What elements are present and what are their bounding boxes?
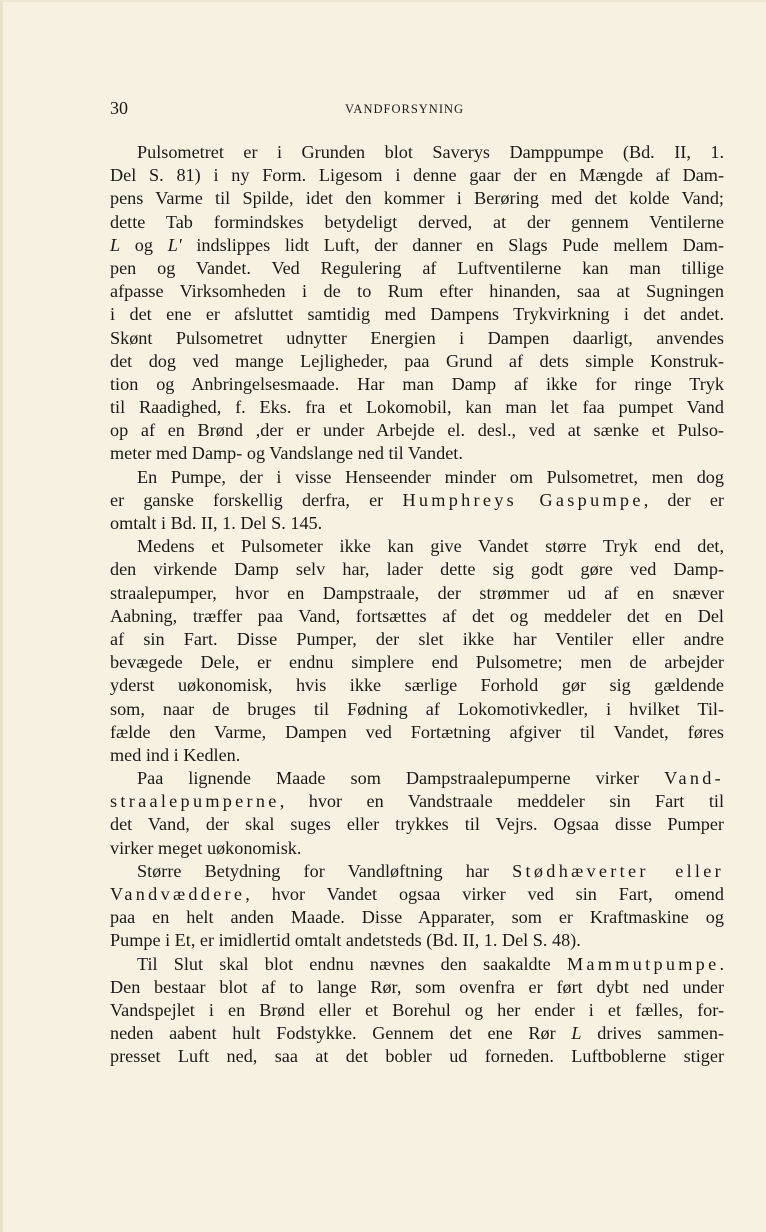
text-line: paa en helt anden Maade. Disse Apparater, som er Kraftmaskine og (110, 907, 724, 928)
text-line: dette Tab formindskes betydeligt derved, at der gennem Ventilerne (110, 211, 724, 232)
text-line: Pumpe i Et, er imidlertid omtalt andetsteds (Bd. II, 1. Del S. 48). (110, 930, 581, 951)
text-line (110, 767, 724, 790)
text-line (110, 1022, 724, 1045)
page-number: 30 (110, 98, 128, 118)
text-line: det Vand, der skal suges eller trykkes til Vejrs. Ogsaa disse Pumper (110, 814, 724, 835)
text-line: afpasse Virksomheden i de to Rum efter hinanden, saa at Sugningen (110, 281, 724, 302)
valve-label: L (110, 234, 121, 255)
text-line: pens Varme til Spilde, idet den kommer i Berøring med det kolde Vand; (110, 188, 724, 209)
text-line: det dog ved mange Lejligheder, paa Grund af dets simple Konstruk- (110, 350, 724, 371)
pipe-label: L (571, 1023, 582, 1044)
text-line: bevægede Dele, er endnu simplere end Pulsometre; men de arbejder (110, 652, 724, 673)
text-line: meter med Damp- og Vandslange ned til Vandet. (110, 443, 463, 464)
emphasized-term: Vandvæddere (110, 884, 246, 904)
text-line (110, 883, 724, 906)
text-line: som, naar de bruges til Fødning af Lokomotivkedler, i hvilket Til- (110, 698, 724, 719)
valve-label: L' (167, 234, 182, 255)
text-fragment: , der er (643, 489, 724, 510)
text-line: den virkende Damp selv har, lader dette sig godt gøre ved Damp- (110, 559, 724, 580)
text-line: Medens et Pulsometer ikke kan give Vandet større Tryk end det, (137, 536, 724, 557)
text-line: pen og Vandet. Ved Regulering af Luftventilerne kan man tillige (110, 257, 724, 278)
text-fragment: Større Betydning for Vandløftning har (137, 860, 513, 881)
text-line: tion og Anbringelsesmaade. Har man Damp af ikke for ringe Tryk (110, 373, 724, 394)
text-line (110, 489, 724, 512)
text-line: omtalt i Bd. II, 1. Del S. 145. (110, 513, 323, 533)
text-line: yderst uøkonomisk, hvis ikke særlige Forhold gør sig gældende (110, 675, 724, 696)
text-line: En Pumpe, der i visse Henseender minder om Pulsometret, men dog (137, 466, 724, 487)
text-line: i det ene er afsluttet samtidig med Dampens Trykvirkning i det andet. (110, 304, 724, 325)
text-line (110, 234, 724, 257)
emphasized-term: straalepumperne (110, 791, 280, 812)
text-line (110, 860, 724, 883)
text-line: presset Luft ned, saa at det bobler ud forneden. Luftboblerne stiger (110, 1046, 724, 1067)
emphasized-term: er eller (628, 860, 725, 881)
text-line: til Raadighed, f. Eks. fra et Lokomobil, kan man let faa pumpet Vand (110, 397, 724, 418)
text-line: med ind i Kedlen. (110, 744, 241, 765)
text-fragment: er ganske forskellig derfra, er (110, 489, 403, 510)
running-head: VANDFORSYNING (345, 102, 465, 116)
text-line: Del S. 81) i ny Form. Ligesom i denne gaar der en Mængde af Dam- (110, 165, 724, 186)
text-fragment: , hvor en Vandstraale meddeler sin Fart til (279, 791, 724, 812)
text-line: af sin Fart. Disse Pumper, der slet ikke har Ventiler eller andre (110, 628, 724, 649)
text-line: Skønt Pulsometret udnytter Energien i Dampen daarligt, anvendes (110, 327, 724, 348)
text-fragment: og (120, 234, 168, 255)
text-fragment: Til Slut skal blot endnu nævnes den saakaldte (137, 953, 567, 974)
body-text (110, 141, 724, 1069)
text-fragment: Paa lignende Maade som Dampstraalepumperne virker (137, 768, 665, 789)
text-fragment: drives sammen- (581, 1023, 724, 1044)
text-fragment: neden aabent hult Fodstykke. Gennem det ene Rør (110, 1023, 572, 1044)
text-line: fælde den Varme, Dampen ved Fortætning afgiver til Vandet, føres (110, 721, 724, 742)
text-fragment: . (719, 953, 724, 974)
text-line: Den bestaar blot af to lange Rør, som ovenfra er ført dybt ned under (110, 976, 724, 997)
text-line: Vandspejlet i en Brønd eller et Borehul og her ender i et fælles, for- (110, 999, 724, 1020)
text-line: virker meget uøkonomisk. (110, 837, 302, 858)
text-fragment: , hvor Vandet ogsaa virker ved sin Fart, omend (245, 884, 724, 904)
page-header (110, 98, 724, 120)
text-line: Aabning, træffer paa Vand, fortsættes af det og meddeler det en Del (110, 605, 724, 626)
emphasized-term: Stødhævert (512, 860, 628, 881)
text-line (110, 790, 724, 813)
text-line: op af en Brønd ,der er under Arbejde el. desl., ved at sænke et Pulso- (110, 420, 724, 441)
emphasized-term: Humphreys Gaspumpe (402, 489, 644, 510)
text-line (110, 953, 724, 976)
emphasized-term: Mammutpumpe (566, 953, 720, 974)
text-line: Pulsometret er i Grunden blot Saverys Damppumpe (Bd. II, 1. (137, 142, 724, 162)
emphasized-term: Vand- (664, 768, 724, 789)
text-fragment: indslippes lidt Luft, der danner en Slags Pude mellem Dam- (181, 234, 725, 255)
text-line: straalepumper, hvor en Dampstraale, der strømmer ud af en snæver (110, 582, 724, 603)
